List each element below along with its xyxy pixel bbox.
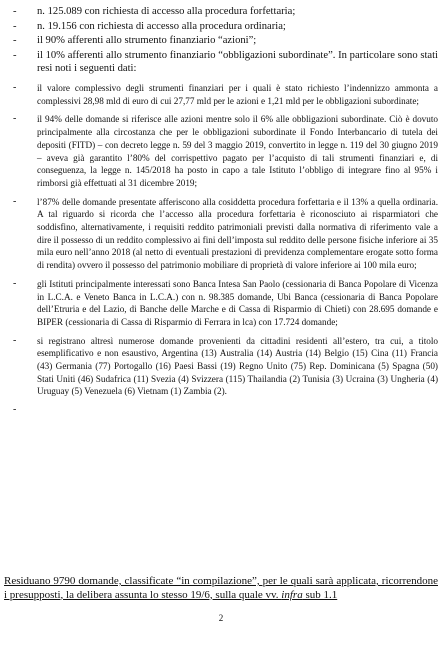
top-list (13, 5, 438, 76)
bullet-dash: - (13, 82, 17, 93)
list-item (13, 404, 438, 417)
list-item (13, 82, 438, 107)
list-item (13, 34, 438, 47)
residual-text-end: sub 1.1 (302, 588, 338, 601)
list-item (13, 20, 438, 33)
list-item (13, 5, 438, 18)
list-item-text: il 10% afferenti allo strumento finanziario “obbligazioni subordinate”. In particolare sono stati resi noti i seguenti dati: (37, 49, 438, 74)
list-item-text: il 90% afferenti allo strumento finanziario “azioni”; (37, 35, 257, 46)
bullet-dash: - (13, 6, 17, 17)
bullet-dash: - (13, 35, 17, 46)
bullet-dash: - (13, 20, 17, 32)
list-item-text: n. 125.089 con richiesta di accesso alla procedura forfettaria; (37, 6, 296, 17)
bullet-dash: - (13, 49, 17, 61)
list-item-text: il valore complessivo degli strumenti finanziari per i quali è stato richiesto l’indennizzo ammonta a complessivi 28,98 mld di euro di cui 27,77 mld per le azioni e 1,21 mld per le obbligazioni subordinate; (37, 83, 438, 106)
bullet-dash: - (13, 404, 17, 416)
list-item-text: il 94% delle domande si riferisce alle azioni mentre solo il 6% alle obbligazioni subordinate. Ciò è dovuto principalmente alla circostanza che per le obbligazioni subordinate il Fondo Interbancario di tutela dei depositi (FITD) – con decreto legge n. 59 del 3 maggio 2019, convertito in legge n. 119 del 30 giugno 2019 – aveva già garantito l’80% del corrispettivo pagato per l’acquisto di tali strumenti finanziari e, di conseguenza, la legge n. 145/2018 ha posto in capo a tale Istituto l’obbligo di integrare fino al 95% i rimborsi già effettuati al 31 dicembre 2019; (37, 114, 438, 188)
bullet-dash: - (13, 195, 17, 207)
residual-text: Residuano 9790 domande, classificate “in compilazione”, per le quali sarà applicata, ricorrendone i presupposti, la delibera assunta lo stesso 19/6, sulla quale vv. (4, 575, 438, 601)
bullet-dash: - (13, 277, 17, 289)
list-item-text: l’87% delle domande presentate afferiscono alla cosiddetta procedura forfettaria e il 13% a quella ordinaria. A tal riguardo si ricorda che l’accesso alla procedura forfettaria è riconosciuto ai risparmiatori che soddisfino, alternativamente, i requisiti reddito patrimoniali previsti dalla normativa di riferimento vale a dire il possesso di un reddito complessivo ai fini dell’imposta sul reddito delle persone fisiche inferiore ai 35 mila euro nell’anno 2018 (al netto di eventuali prestazioni di previdenza complementare erogate sotto forma di rendita) ovvero il possesso del patrimonio mobiliare di proprietà di valore inferiore ai 100 mila euro; (37, 196, 438, 271)
residual-italic: infra (281, 588, 303, 601)
page-number: 2 (218, 613, 224, 623)
list-item-text: gli Istituti principalmente interessati sono Banca Intesa San Paolo (cessionaria di Banca Popolare di Vicenza in L.C.A. e Veneto Banca in L.C.A.) con n. 98.385 domande, Ubi Banca (cessionaria di Banca Popolare dell’Etruria e del Lazio, di Banche delle Marche e di Cassa di Risparmio di Chieti) con 28.695 domande e BIPER (cessionaria di Cassa di Risparmio di Ferrara in lca) con 17.724 domande; (37, 278, 438, 327)
bullet-dash: - (13, 334, 17, 346)
list-item (13, 278, 438, 329)
bullet-dash: - (13, 113, 17, 125)
list-item (13, 196, 438, 272)
list-item-text: n. 19.156 con richiesta di accesso alla procedura ordinaria; (37, 20, 286, 32)
list-item (13, 49, 438, 75)
residual-paragraph (4, 575, 438, 602)
list-item-text: si registrano altresì numerose domande provenienti da cittadini residenti all’estero, tra cui, a titolo esemplificativo e non esaustivo, Argentina (13) Australia (14) Austria (14) Belgio (15) Cina (11) Francia (43) Germania (77) Portogallo (16) Paesi Bassi (19) Regno Unito (75) Rep. Dominicana (5) Spagna (50) Stati Uniti (46) Sudafrica (11) Svezia (4) Svizzera (115) Thailandia (2) Tunisia (3) Ucraina (3) Ungheria (4) Uruguay (5) Venezuela (6) Vietnam (1) Zambia (2). (37, 335, 438, 397)
list-item (13, 335, 438, 399)
list-item (13, 113, 438, 189)
sub-list (13, 82, 438, 423)
